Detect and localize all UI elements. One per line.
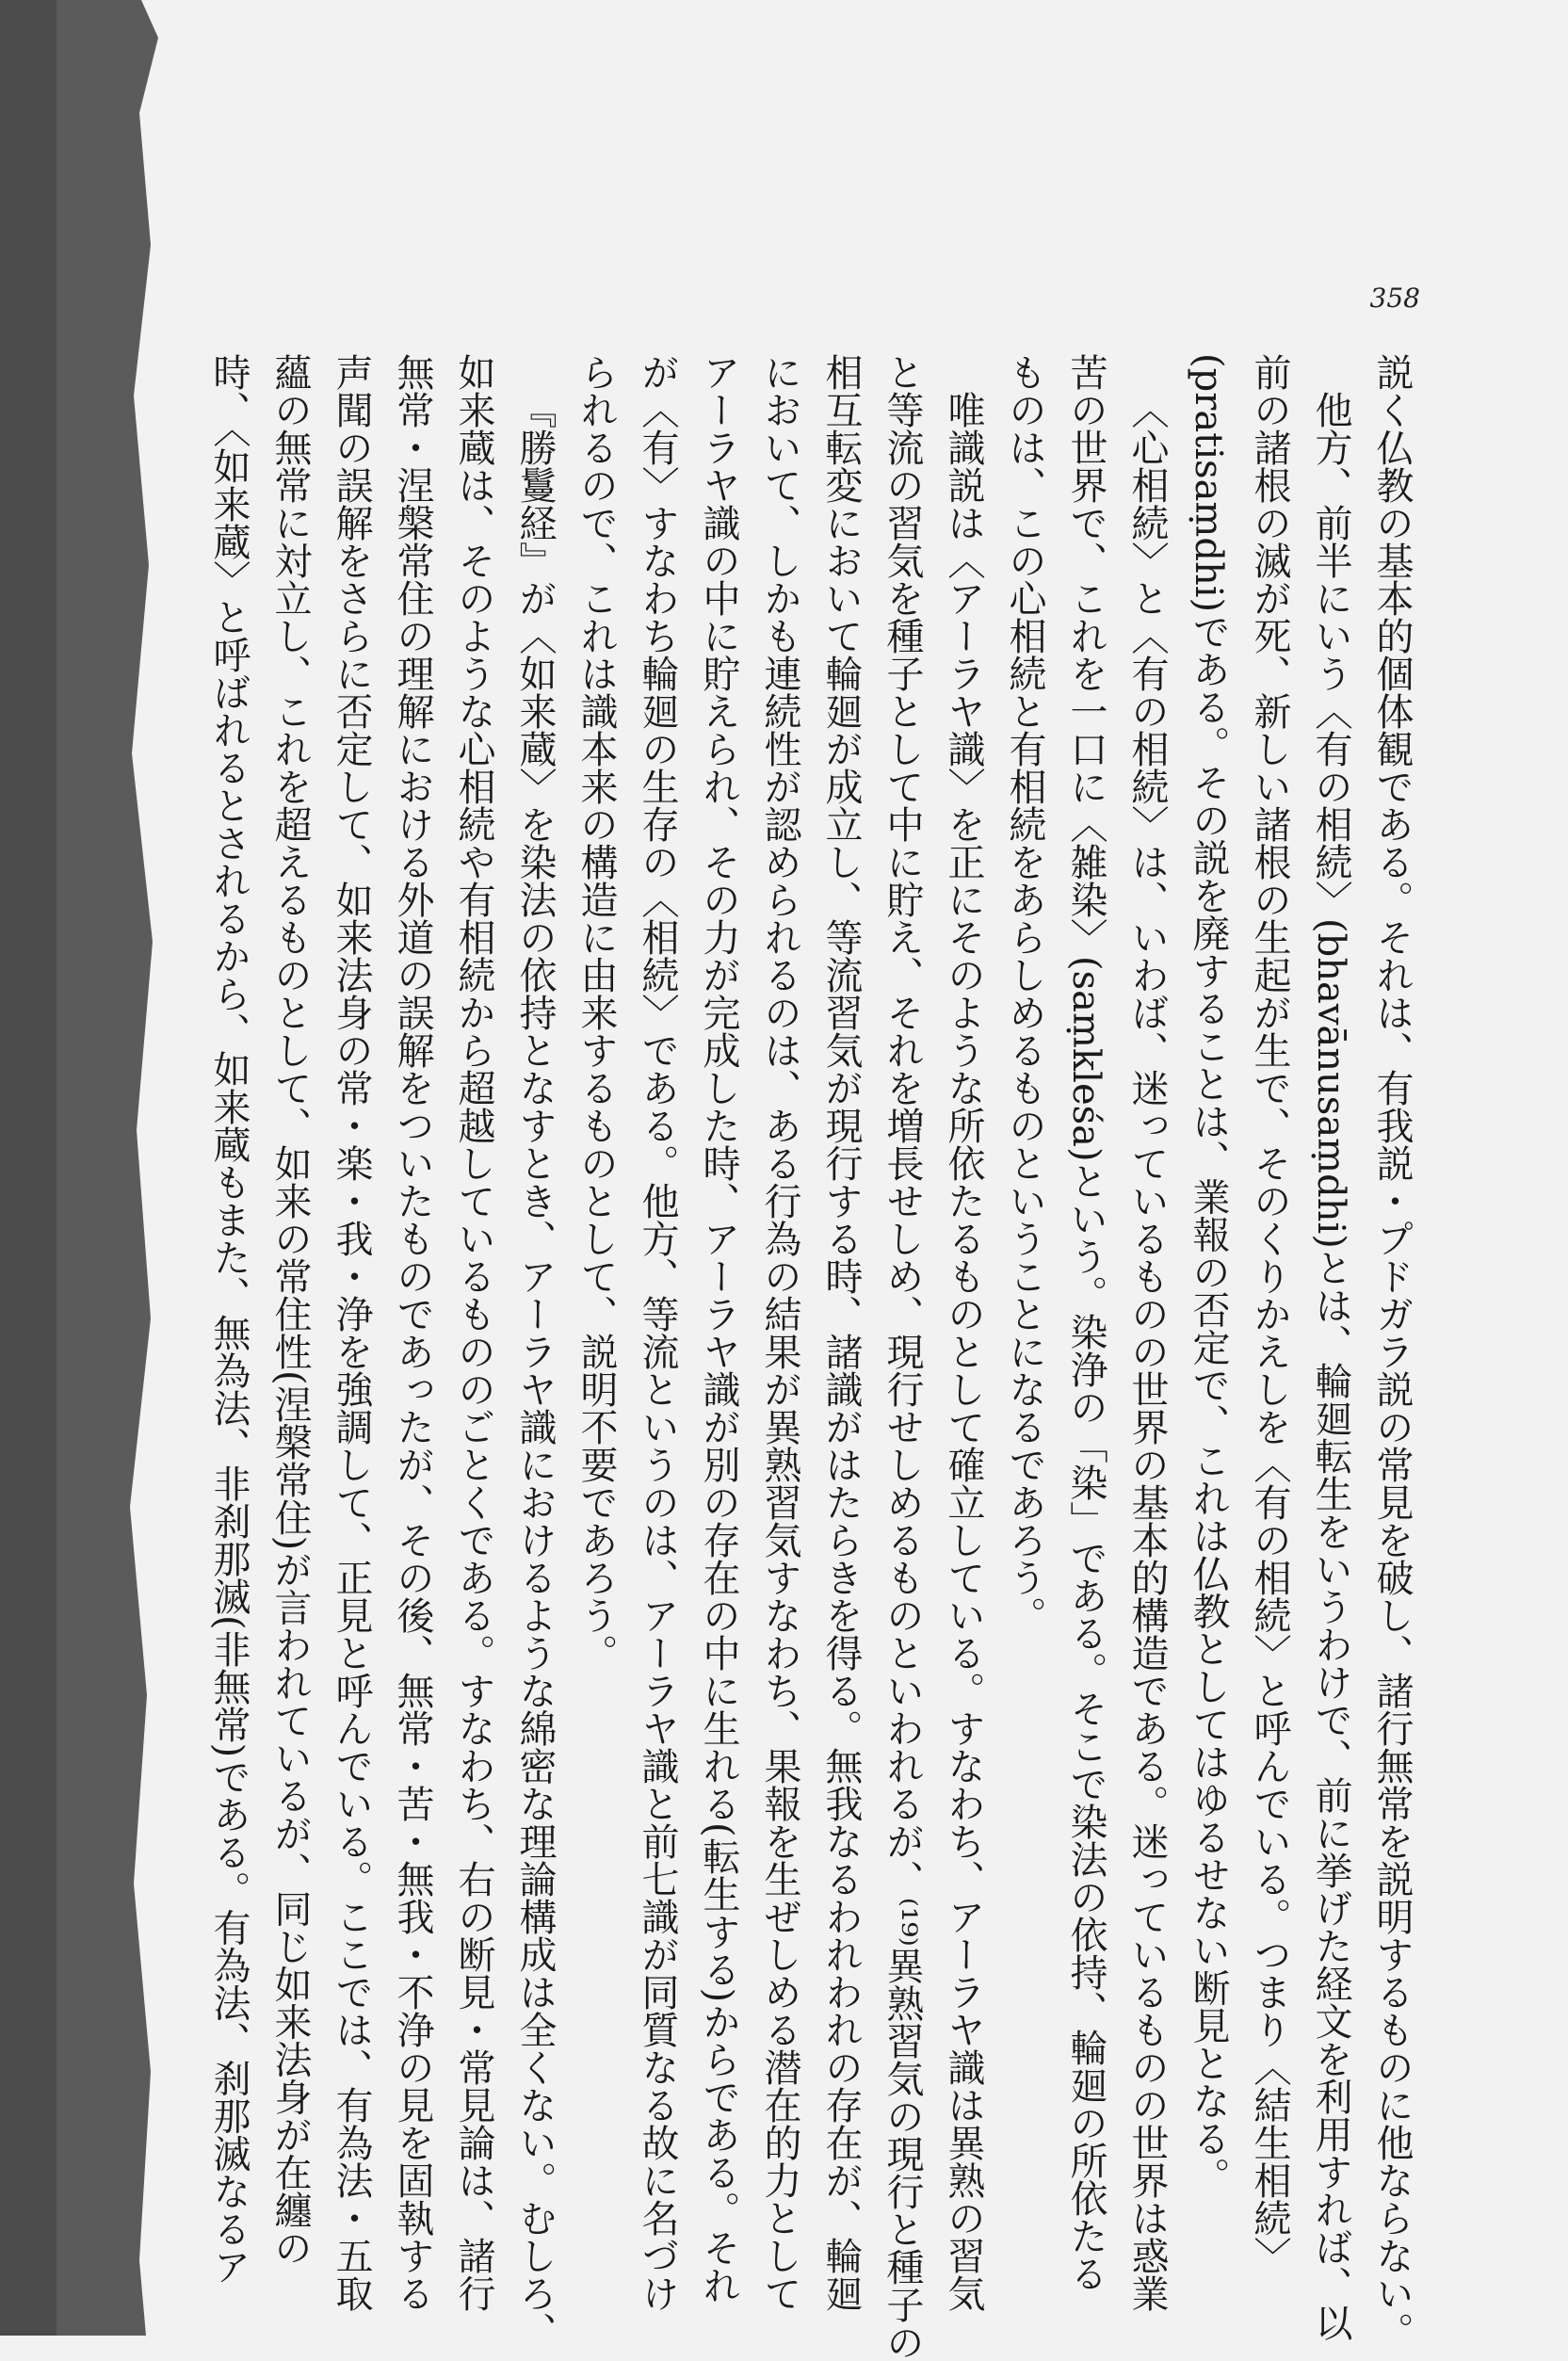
text-line: 無常・涅槃常住の理解における外道の誤解をついたものであったが、その後、無常・苦・無我・不浄の見を固執する	[391, 353, 434, 2312]
text-line: 説く仏教の基本的個体観である。それは、有我説・プドガラ説の常見を破し、諸行無常を説明するものに他ならない。	[1370, 353, 1414, 2350]
text-line: 時、〈如来蔵〉と呼ばれるとされるから、如来蔵もまた、無為法、非刹那滅(非無常)である。有為法、刹那滅なるア	[207, 353, 251, 2286]
text-line: 蘊の無常に対立し、これを超えるものとして、如来の常住性(涅槃常住)が言われているが、同じ如来法身が在纏の	[268, 353, 312, 2267]
text-line: 〈心相続〉と〈有の相続〉は、いわば、迷っているものの世界の基本的構造である。迷っているものの世界は惑業	[1125, 391, 1169, 2312]
text-line: 『勝鬘経』が〈如来蔵〉を染法の依持となすとき、アーラヤ識におけるような綿密な理論構成は全くない。むしろ、	[513, 391, 557, 2350]
text-line: 苦の世界で、これを一口に〈雑染〉(saṃkleśa)という。染浄の「染」である。そこで染法の依持、輪廻の所依たる	[1064, 353, 1107, 2292]
text-line: ものは、この心相続と有相続をあらしめるものということになるであろう。	[1003, 353, 1046, 1634]
text-line: (pratisaṃdhi)である。その説を廃することは、業報の否定で、これは仏教としてはゆるせない断見となる。	[1187, 353, 1230, 2195]
text-line: 他方、前半にいう〈有の相続〉(bhavānusaṃdhi)とは、輪廻転生をいうわけで、前に挙げた経文を利用すれば、以	[1309, 391, 1352, 2341]
text-line: 唯識説は〈アーラヤ識〉を正にそのような所依たるものとして確立している。すなわち、アーラヤ識は異熟の習気	[942, 391, 985, 2312]
text-line: られるので、これは識本来の構造に由来するものとして、説明不要であろう。	[574, 353, 618, 1672]
text-line: と等流の習気を種子として中に貯え、それを増長せしめ、現行せしめるものといわれるが、⁽¹⁹⁾異熟習気の現行と種子の	[881, 353, 924, 2361]
text-line: 如来蔵は、そのような心相続や有相続から超越しているもののごとくである。すなわち、右の断見・常見論は、諸行	[452, 353, 495, 2312]
text-line: 相互転変において輪廻が成立し、等流習気が現行する時、諸識がはたらきを得る。無我なるわれわれの存在が、輪廻	[819, 353, 863, 2312]
page-number: 358	[1369, 283, 1420, 314]
text-line: が〈有〉すなわち輪廻の生存の〈相続〉である。他方、等流というのは、アーラヤ識と前七識が同質なる故に名づけ	[636, 353, 679, 2312]
body-text	[198, 353, 1422, 2361]
text-line: アーラヤ識の中に貯えられ、その力が完成した時、アーラヤ識が別の存在の中に生れる(転生する)からである。それ	[697, 353, 740, 2304]
scan-binding-shadow	[0, 0, 160, 2336]
text-line: 前の諸根の滅が死、新しい諸根の生起が生で、そのくりかえしを〈有の相続〉と呼んでいる。つまり〈結生相続〉	[1248, 353, 1291, 2274]
text-line: において、しかも連続性が認められるのは、ある行為の結果が異熟習気すなわち、果報を生ぜしめる潜在的力として	[758, 353, 801, 2312]
text-line: 声聞の誤解をさらに否定して、如来法身の常・楽・我・浄を強調して、正見と呼んでいる。ここでは、有為法・五取	[330, 353, 373, 2312]
